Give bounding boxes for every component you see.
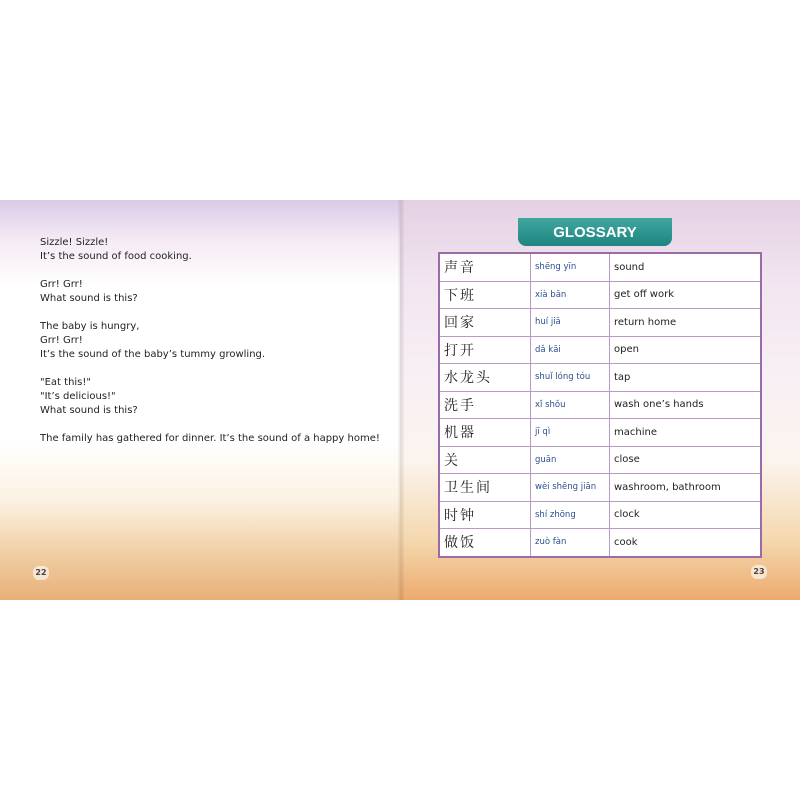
english-meaning: wash one’s hands — [610, 391, 762, 419]
glossary-row — [439, 364, 761, 392]
chinese-word: 做饭 — [439, 529, 531, 557]
story-line: What sound is this? — [40, 293, 138, 304]
english-meaning: close — [610, 446, 762, 474]
story-paragraph — [40, 320, 380, 362]
story-line: It’s the sound of food cooking. — [40, 251, 192, 262]
story-paragraph — [40, 278, 380, 306]
english-meaning: sound — [610, 253, 762, 281]
chinese-word: 下班 — [439, 281, 531, 309]
chinese-word: 关 — [439, 446, 531, 474]
glossary-row — [439, 419, 761, 447]
pinyin: guān — [531, 446, 610, 474]
english-meaning: get off work — [610, 281, 762, 309]
glossary-row — [439, 309, 761, 337]
chinese-word: 水龙头 — [439, 364, 531, 392]
story-text — [40, 236, 380, 460]
english-meaning: washroom, bathroom — [610, 474, 762, 502]
chinese-word: 卫生间 — [439, 474, 531, 502]
glossary-row — [439, 474, 761, 502]
pinyin: huí jiā — [531, 309, 610, 337]
story-line: Grr! Grr! — [40, 279, 83, 290]
story-line: What sound is this? — [40, 405, 138, 416]
pinyin: xǐ shǒu — [531, 391, 610, 419]
english-meaning: open — [610, 336, 762, 364]
glossary-row — [439, 501, 761, 529]
story-paragraph — [40, 376, 380, 418]
pinyin: zuò fàn — [531, 529, 610, 557]
english-meaning: tap — [610, 364, 762, 392]
pinyin: shēng yīn — [531, 253, 610, 281]
pinyin: shí zhōng — [531, 501, 610, 529]
story-paragraph — [40, 432, 380, 446]
story-line: "Eat this!" — [40, 377, 92, 388]
glossary-table — [438, 252, 762, 558]
chinese-word: 时钟 — [439, 501, 531, 529]
story-line: The family has gathered for dinner. It’s the sound of a happy home! — [40, 433, 380, 444]
glossary-title: GLOSSARY — [518, 218, 672, 246]
chinese-word: 打开 — [439, 336, 531, 364]
pinyin: xià bān — [531, 281, 610, 309]
story-line: "It’s delicious!" — [40, 391, 116, 402]
pinyin: wèi shēng jiān — [531, 474, 610, 502]
story-line: Grr! Grr! — [40, 335, 83, 346]
chinese-word: 回家 — [439, 309, 531, 337]
english-meaning: clock — [610, 501, 762, 529]
book-spine — [398, 200, 404, 600]
chinese-word: 洗手 — [439, 391, 531, 419]
story-line: Sizzle! Sizzle! — [40, 237, 109, 248]
glossary-row — [439, 336, 761, 364]
page-number-left: 22 — [33, 566, 49, 580]
story-line: It’s the sound of the baby’s tummy growling. — [40, 349, 266, 360]
english-meaning: cook — [610, 529, 762, 557]
glossary-row — [439, 281, 761, 309]
story-line: The baby is hungry, — [40, 321, 140, 332]
pinyin: jī qì — [531, 419, 610, 447]
glossary-row — [439, 253, 761, 281]
glossary-row — [439, 446, 761, 474]
glossary-row — [439, 391, 761, 419]
english-meaning: return home — [610, 309, 762, 337]
story-paragraph — [40, 236, 380, 264]
pinyin: dǎ kāi — [531, 336, 610, 364]
pinyin: shuǐ lóng tóu — [531, 364, 610, 392]
glossary-row — [439, 529, 761, 557]
english-meaning: machine — [610, 419, 762, 447]
chinese-word: 声音 — [439, 253, 531, 281]
chinese-word: 机器 — [439, 419, 531, 447]
page-number-right: 23 — [751, 565, 767, 579]
